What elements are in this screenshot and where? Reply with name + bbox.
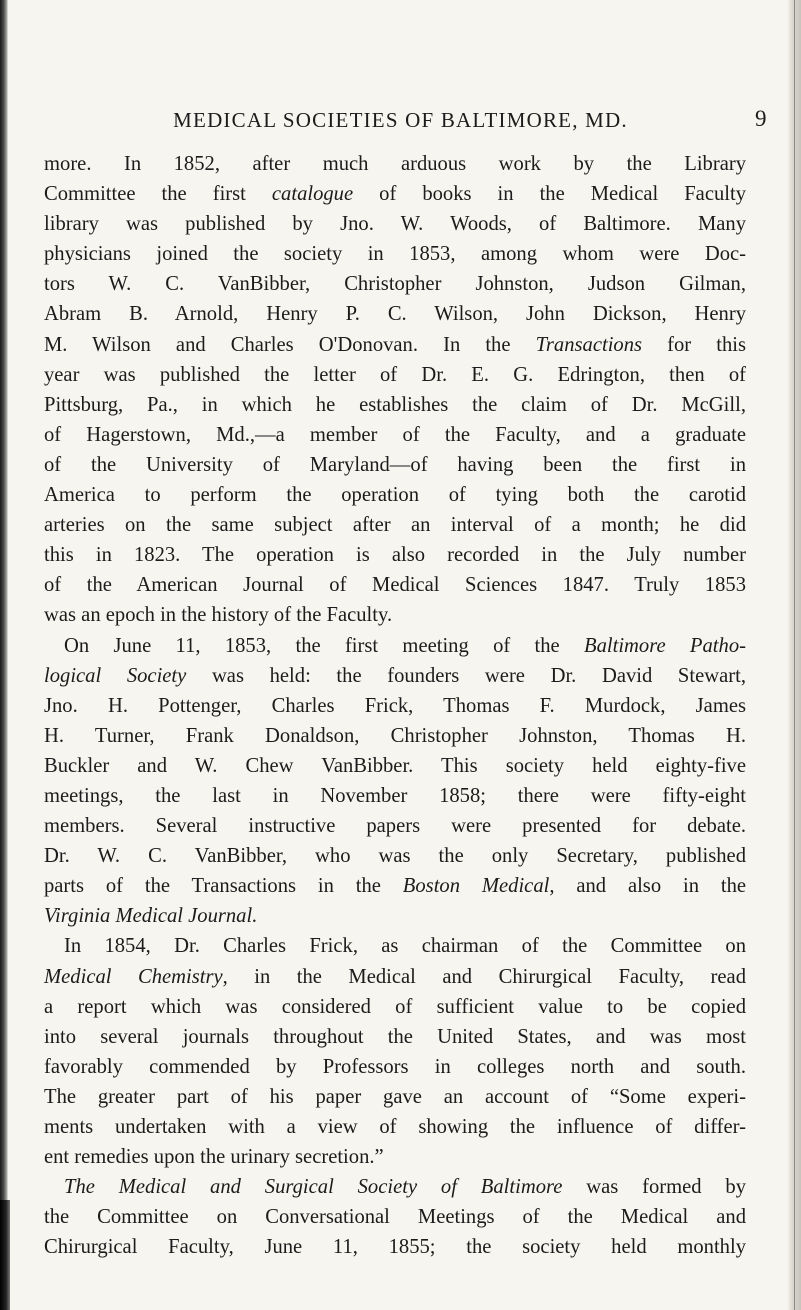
text-line: physicians joined the society in 1853, among whom were Doc-: [44, 243, 746, 266]
text-line: America to perform the operation of tying both the carotid: [44, 484, 746, 507]
text-line: Buckler and W. Chew VanBibber. This society held eighty-five: [44, 754, 746, 777]
text-line: was an epoch in the history of the Faculty.: [44, 604, 393, 627]
text-line: tors W. C. VanBibber, Christopher Johnston, Judson Gilman,: [44, 273, 746, 296]
running-title: MEDICAL SOCIETIES OF BALTIMORE, MD.: [173, 108, 628, 132]
text-line: the Committee on Conversational Meetings of the Medical and: [44, 1206, 746, 1229]
text-line: logical Society was held: the founders were Dr. David Stewart,: [44, 664, 746, 687]
text-line: parts of the Transactions in the Boston Medical, and also in the: [44, 875, 747, 898]
text-line: of the American Journal of Medical Sciences 1847. Truly 1853: [44, 574, 746, 597]
text-line: Dr. W. C. VanBibber, who was the only Secretary, published: [44, 845, 746, 868]
italic-title: catalogue: [271, 183, 354, 206]
text-line: more. In 1852, after much arduous work by the Library: [44, 153, 746, 175]
page-edge-line: [794, 0, 795, 1310]
italic-title: Virginia Medical Journal.: [44, 905, 258, 928]
text-line: Jno. H. Pottenger, Charles Frick, Thomas F. Murdock, James: [44, 694, 746, 717]
text-line: ent remedies upon the urinary secretion.”: [44, 1146, 384, 1169]
text-line: M. Wilson and Charles O'Donovan. In the Transactions for this: [44, 333, 746, 356]
text-line: of Hagerstown, Md.,—a member of the Faculty, and a graduate: [44, 423, 746, 446]
text-line: [44, 901, 746, 931]
text-line: year was published the letter of Dr. E. G. Edrington, then of: [44, 363, 746, 386]
text-line: a report which was considered of sufficient value to be copied: [44, 995, 746, 1018]
text-line: Abram B. Arnold, Henry P. C. Wilson, John Dickson, Henry: [44, 303, 746, 326]
page-binding-shadow-bottom: [0, 1200, 10, 1310]
italic-title: Boston Medical: [402, 875, 550, 898]
text-line: Pittsburg, Pa., in which he establishes the claim of Dr. McGill,: [44, 393, 746, 416]
text-line: arteries on the same subject after an interval of a month; he did: [44, 514, 746, 537]
text-line: The Medical and Surgical Society of Baltimore was formed by: [64, 1176, 746, 1199]
text-line: H. Turner, Frank Donaldson, Christopher Johnston, Thomas H.: [44, 724, 746, 747]
text-line: Medical Chemistry, in the Medical and Chirurgical Faculty, read: [44, 965, 746, 988]
text-line: On June 11, 1853, the first meeting of the Baltimore Patho-: [64, 634, 746, 657]
text-line: The greater part of his paper gave an account of “Some experi-: [44, 1085, 746, 1108]
page-binding-shadow-left: [0, 0, 8, 1310]
text-line: library was published by Jno. W. Woods, of Baltimore. Many: [44, 213, 746, 236]
body-text: [44, 149, 746, 1262]
text-line: of the University of Maryland—of having been the first in: [44, 453, 746, 476]
text-line: meetings, the last in November 1858; there were fifty-eight: [44, 784, 746, 807]
text-line: this in 1823. The operation is also recorded in the July number: [44, 544, 746, 567]
italic-title: Medical Chemistry: [44, 965, 223, 988]
page-header: [0, 104, 801, 134]
italic-title: The Medical and Surgical Society of Baltimore: [64, 1176, 563, 1199]
italic-title: logical Society: [44, 664, 187, 687]
text-line: Chirurgical Faculty, June 11, 1855; the society held monthly: [44, 1236, 746, 1259]
text-line: In 1854, Dr. Charles Frick, as chairman of the Committee on: [64, 935, 746, 958]
text-line: favorably commended by Professors in colleges north and south.: [44, 1055, 746, 1078]
italic-title: Baltimore Patho-: [584, 634, 746, 657]
italic-title: Transactions: [535, 333, 643, 356]
text-line: ments undertaken with a view of showing the influence of differ-: [44, 1116, 746, 1138]
text-line: members. Several instructive papers were presented for debate.: [44, 815, 746, 838]
text-line: Committee the first catalogue of books in the Medical Faculty: [44, 183, 747, 206]
page-number: 9: [755, 106, 767, 131]
text-line: into several journals throughout the United States, and was most: [44, 1025, 746, 1048]
